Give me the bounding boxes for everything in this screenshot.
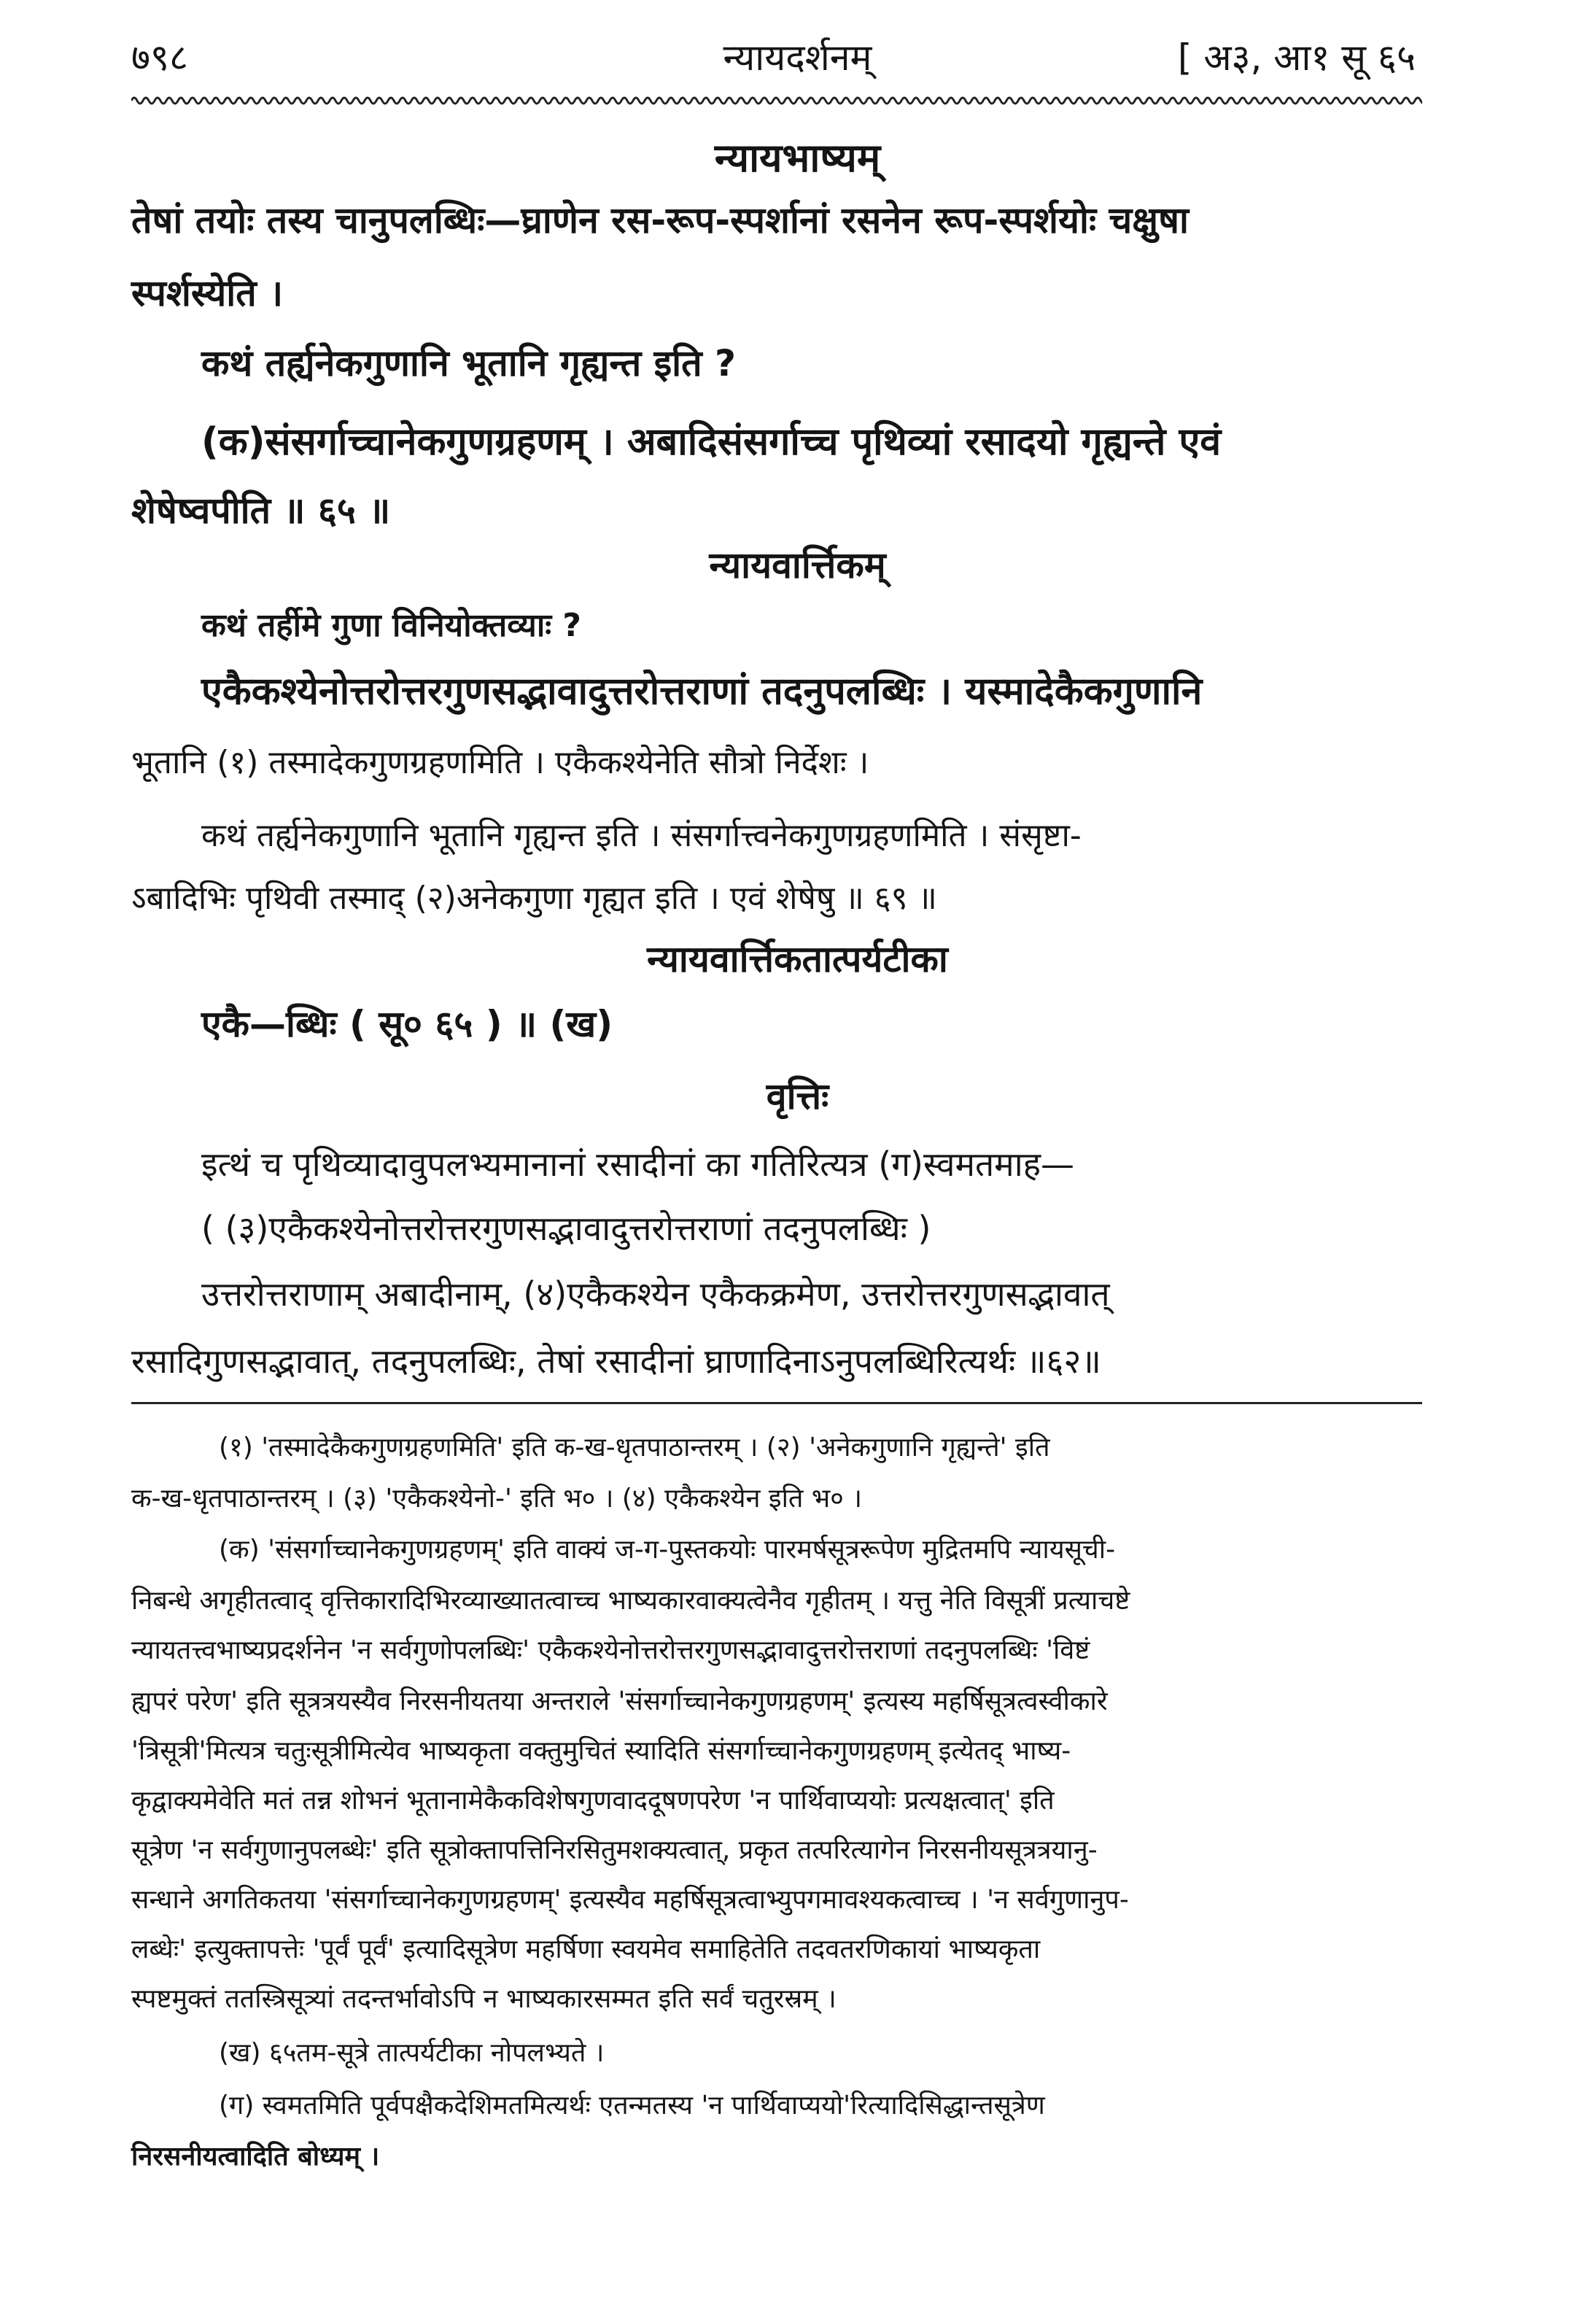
header-wavy-rule <box>131 92 1422 109</box>
running-title: न्यायदर्शनम् <box>723 36 872 79</box>
vartika-line: कथं तर्हीमे गुणा विनियोक्तव्याः ? <box>201 607 581 644</box>
footnote-line: न्यायतत्त्वभाष्यप्रदर्शनेन 'न सर्वगुणोपलब्धिः' एकैकश्येनोत्तरोत्तरगुणसद्भावादुत्तरोत्तराणां तदनुपलब्धिः 'विष्टं <box>131 1635 1090 1665</box>
vritti-heading: वृत्तिः <box>766 1075 829 1118</box>
footnote-line: (क) 'संसर्गाच्चानेकगुणग्रहणम्' इति वाक्यं ज-ग-पुस्तकयोः पारमर्षसूत्ररूपेण मुद्रितमपि न्यायसूची- <box>219 1535 1116 1565</box>
footnote-line: सन्धाने अगतिकतया 'संसर्गाच्चानेकगुणग्रहणम्' इत्यस्यैव महर्षिसूत्रत्वाभ्युपगमावश्यकत्वाच्च । 'न सर्वगुणानुप- <box>131 1885 1129 1915</box>
footnote-line: (१) 'तस्मादेकैकगुणग्रहणमिति' इति क-ख-धृतपाठान्तरम् । (२) 'अनेकगुणानि गृह्यन्ते' इति <box>219 1433 1050 1463</box>
footnote-line: सूत्रेण 'न सर्वगुणानुपलब्धेः' इति सूत्रोक्तापत्तिनिरसितुमशक्यत्वात्, प्रकृत तत्परित्यागेन निरसनीयसूत्रत्रयानु- <box>131 1835 1098 1865</box>
tika-line: एकै—ब्धिः ( सू० ६५ ) ॥ (ख) <box>201 1003 613 1045</box>
tika-heading: न्यायवार्त्तिकतात्पर्यटीका <box>647 938 948 980</box>
vartika-line: ऽबादिभिः पृथिवी तस्माद् (२)अनेकगुणा गृह्यत इति । एवं शेषेषु ॥ ६९ ॥ <box>131 880 937 917</box>
vritti-line: इत्थं च पृथिव्यादावुपलभ्यमानानां रसादीनां का गतिरित्यत्र (ग)स्वमतमाह— <box>201 1144 1075 1184</box>
bhashya-line: शेषेष्वपीति ॥ ६५ ॥ <box>131 489 391 532</box>
bhashya-sutra-line: (क)संसर्गाच्चानेकगुणग्रहणम् । अबादिसंसर्गाच्च पृथिव्यां रसादयो गृह्यन्ते एवं <box>201 420 1222 464</box>
footnote-line: (ख) ६५तम-सूत्रे तात्पर्यटीका नोपलभ्यते । <box>219 2038 605 2068</box>
footnote-line: ह्यपरं परेण' इति सूत्रत्रयस्यैव निरसनीयतया अन्तराले 'संसर्गाच्चानेकगुणग्रहणम्' इत्यस्य महर्षिसूत्रत्वस्वीकारे <box>131 1686 1108 1716</box>
vritti-line: ( (३)एकैकश्येनोत्तरोत्तरगुणसद्भावादुत्तरोत्तराणां तदनुपलब्धिः ) <box>201 1209 931 1248</box>
footnote-line: क-ख-धृतपाठान्तरम् । (३) 'एकैकश्येनो-' इति भ० । (४) एकैकश्येन इति भ० । <box>131 1484 862 1514</box>
bhashya-line: तेषां तयोः तस्य चानुपलब्धिः—घ्राणेन रस-रूप-स्पर्शानां रसनेन रूप-स्पर्शयोः चक्षुषा <box>131 199 1189 241</box>
bhashya-line: कथं तर्ह्यनेकगुणानि भूतानि गृह्यन्त इति ? <box>201 342 737 384</box>
footnote-line: कृद्वाक्यमेवेति मतं तन्न शोभनं भूतानामेकैकविशेषगुणवाददूषणपरेण 'न पार्थिवाप्ययोः प्रत्यक्षत्वात्' इति <box>131 1786 1055 1816</box>
vritti-line: उत्तरोत्तराणाम् अबादीनाम्, (४)एकैकश्येन एकैकक्रमेण, उत्तरोत्तरगुणसद्भावात् <box>201 1274 1110 1314</box>
footnote-divider <box>131 1402 1422 1404</box>
footnote-line: निबन्धे अगृहीतत्वाद् वृत्तिकारादिभिरव्याख्यातत्वाच्च भाष्यकारवाक्यत्वेनैव गृहीतम् । यत्तु नेति विसूत्रीं प्रत्याचष्टे <box>131 1586 1130 1616</box>
chapter-reference: [ अ३, आ१ सू ६५ <box>1177 36 1416 79</box>
vartika-sutra-line: एकैकश्येनोत्तरोत्तरगुणसद्भावादुत्तरोत्तराणां तदनुपलब्धिः । यस्मादेकैकगुणानि <box>201 670 1203 713</box>
bhashya-line: स्पर्शस्येति । <box>131 272 284 314</box>
footnote-line: निरसनीयत्वादिति बोध्यम् । <box>131 2142 380 2172</box>
footnote-line: (ग) स्वमतमिति पूर्वपक्षैकदेशिमतमित्यर्थः एतन्मतस्य 'न पार्थिवाप्ययो'रित्यादिसिद्धान्तसूत्रेण <box>219 2091 1045 2120</box>
vartika-line: भूतानि (१) तस्मादेकगुणग्रहणमिति । एकैकश्येनेति सौत्रो निर्देशः । <box>131 744 869 781</box>
page-number: ७९८ <box>131 36 188 79</box>
bhashya-heading: न्यायभाष्यम् <box>714 135 881 181</box>
footnote-line: स्पष्टमुक्तं ततस्त्रिसूत्र्यां तदन्तर्भावोऽपि न भाष्यकारसम्मत इति सर्वं चतुरस्रम् । <box>131 1984 837 2014</box>
vritti-line: रसादिगुणसद्भावात्, तदनुपलब्धिः, तेषां रसादीनां घ्राणादिनाऽनुपलब्धिरित्यर्थः ॥६२॥ <box>131 1341 1101 1381</box>
vartika-line: कथं तर्ह्यनेकगुणानि भूतानि गृह्यन्त इति । संसर्गात्त्वनेकगुणग्रहणमिति । संसृष्टा- <box>201 817 1082 854</box>
vartika-heading: न्यायवार्त्तिकम् <box>709 544 886 586</box>
footnote-line: 'त्रिसूत्री'मित्यत्र चतुःसूत्रीमित्येव भाष्यकृता वक्तुमुचितं स्यादिति संसर्गाच्चानेकगुणग्रहणम् इत्येतद् भाष्य- <box>131 1736 1071 1766</box>
footnote-line: लब्धेः' इत्युक्तापत्तेः 'पूर्वं पूर्वं' इत्यादिसूत्रेण महर्षिणा स्वयमेव समाहितेति तदवतरणिकायां भाष्यकृता <box>131 1934 1041 1964</box>
